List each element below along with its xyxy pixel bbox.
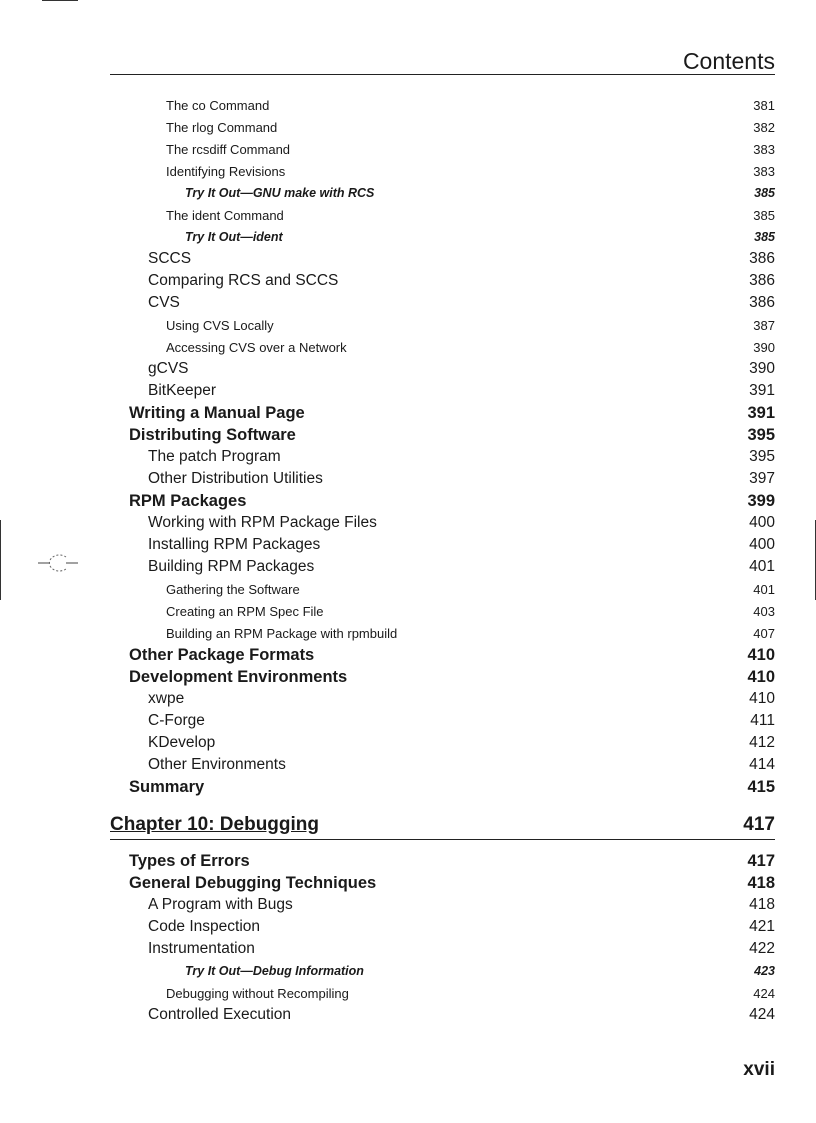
toc-entry[interactable] <box>110 424 775 446</box>
toc-entry-label: Debugging without Recompiling <box>166 985 349 1001</box>
toc-entry[interactable] <box>110 644 775 666</box>
toc-entry-page: 415 <box>747 777 775 796</box>
toc-entry[interactable] <box>110 982 775 1004</box>
toc-entry-label: Working with RPM Package Files <box>148 514 377 531</box>
toc-entry[interactable] <box>110 850 775 872</box>
toc-entry-page: 423 <box>754 964 775 978</box>
toc-entry-page: 386 <box>749 294 775 311</box>
crop-mark-top <box>42 0 78 1</box>
toc-entry[interactable] <box>110 732 775 754</box>
toc-entry[interactable] <box>110 938 775 960</box>
toc-entry[interactable] <box>110 556 775 578</box>
toc-entry-label: Try It Out—ident <box>185 230 283 244</box>
toc-entry-page: 387 <box>753 317 775 333</box>
toc-entry[interactable] <box>110 490 775 512</box>
toc-entry[interactable] <box>110 512 775 534</box>
toc-entry-label: Gathering the Software <box>166 581 300 597</box>
toc-entry[interactable] <box>110 578 775 600</box>
toc-entry[interactable] <box>110 872 775 894</box>
toc-entry-label: The rcsdiff Command <box>166 141 291 157</box>
toc-entry-page: 417 <box>743 814 775 835</box>
toc-entry-label: RPM Packages <box>129 491 247 510</box>
toc-entry-label: Distributing Software <box>129 425 296 444</box>
toc-entry[interactable] <box>110 534 775 556</box>
toc-entry-page: 382 <box>753 119 775 135</box>
toc-entry[interactable] <box>110 1004 775 1026</box>
toc-entry-label: Comparing RCS and SCCS <box>148 272 339 289</box>
toc-entry-page: 418 <box>747 873 775 892</box>
toc-entry-page: 386 <box>749 250 775 267</box>
toc-entry-label: Development Environments <box>129 667 348 686</box>
toc-entry-page: 401 <box>753 581 775 597</box>
toc-entry-label: Try It Out—GNU make with RCS <box>185 186 375 200</box>
toc-entry-label: Identifying Revisions <box>166 163 286 179</box>
toc-entry-label: Accessing CVS over a Network <box>166 339 347 355</box>
toc-entry-page: 424 <box>749 1006 775 1023</box>
toc-entry-page: 400 <box>749 514 775 531</box>
toc-entry-label: A Program with Bugs <box>148 896 293 913</box>
toc-entry-page: 424 <box>753 985 775 1001</box>
toc-entry-page: 390 <box>753 339 775 355</box>
toc-entry-label: SCCS <box>148 250 192 267</box>
toc-entry-page: 390 <box>749 360 775 377</box>
toc-entry[interactable] <box>110 226 775 248</box>
toc-entry-label: Other Environments <box>148 756 286 773</box>
toc-entry-label: Using CVS Locally <box>166 317 274 333</box>
toc-entry-page: 421 <box>749 918 775 935</box>
toc-entry-page: 383 <box>753 141 775 157</box>
toc-entry[interactable] <box>110 204 775 226</box>
toc-entry-label: KDevelop <box>148 734 216 751</box>
toc-entry-label: Summary <box>129 777 205 796</box>
toc-entry-label: C-Forge <box>148 712 205 729</box>
toc-entry[interactable] <box>110 160 775 182</box>
crop-mark-left <box>0 520 1 600</box>
toc-entry-label: gCVS <box>148 360 189 377</box>
toc-entry-page: 422 <box>749 940 775 957</box>
toc-entry[interactable] <box>110 248 775 270</box>
toc-entry[interactable] <box>110 94 775 116</box>
chapter-heading[interactable] <box>110 810 775 840</box>
toc-entry-page: 418 <box>749 896 775 913</box>
toc-entry-page: 414 <box>749 756 775 773</box>
toc-entry-label: Writing a Manual Page <box>129 403 305 422</box>
toc-entry[interactable] <box>110 182 775 204</box>
page-number: xvii <box>743 1059 775 1080</box>
toc-entry-page: 385 <box>754 230 775 244</box>
toc-entry-label: xwpe <box>148 690 185 707</box>
toc-entry[interactable] <box>110 776 775 798</box>
toc-entry-label: Try It Out—Debug Information <box>185 964 364 978</box>
toc-entry-label: The rlog Command <box>166 119 278 135</box>
toc-entry-page: 401 <box>749 558 775 575</box>
toc-entry-page: 411 <box>750 712 775 729</box>
toc-entry-label: Code Inspection <box>148 918 261 935</box>
toc-entry[interactable] <box>110 688 775 710</box>
toc-entry[interactable] <box>110 336 775 358</box>
table-of-contents <box>110 94 775 1026</box>
toc-entry-page: 417 <box>747 851 775 870</box>
toc-entry-page: 410 <box>747 645 775 664</box>
toc-entry[interactable] <box>110 960 775 982</box>
toc-entry[interactable] <box>110 916 775 938</box>
toc-entry-label: Types of Errors <box>129 851 250 870</box>
page-header <box>110 44 775 75</box>
toc-entry-label: General Debugging Techniques <box>129 873 377 892</box>
toc-entry-page: 403 <box>753 603 775 619</box>
toc-entry-page: 395 <box>747 425 775 444</box>
toc-entry-label: Building RPM Packages <box>148 558 315 575</box>
toc-entry[interactable] <box>110 138 775 160</box>
toc-entry-label: Other Package Formats <box>129 645 315 664</box>
toc-entry-label: Controlled Execution <box>148 1006 292 1023</box>
toc-entry[interactable] <box>110 380 775 402</box>
toc-entry-page: 391 <box>747 403 775 422</box>
toc-entry[interactable] <box>110 666 775 688</box>
toc-entry-page: 385 <box>753 207 775 223</box>
toc-entry[interactable] <box>110 600 775 622</box>
toc-entry-label: The co Command <box>166 97 270 113</box>
toc-entry-page: 385 <box>754 186 775 200</box>
toc-entry-page: 399 <box>747 491 775 510</box>
toc-entry[interactable] <box>110 358 775 380</box>
toc-entry-label: Building an RPM Package with rpmbuild <box>166 625 398 641</box>
toc-entry[interactable] <box>110 402 775 424</box>
toc-entry[interactable] <box>110 292 775 314</box>
toc-entry[interactable] <box>110 622 775 644</box>
toc-entry-page: 391 <box>749 382 775 399</box>
toc-entry[interactable] <box>110 446 775 468</box>
toc-entry-label: Other Distribution Utilities <box>148 470 323 487</box>
toc-entry-label: Chapter 10: Debugging <box>110 814 320 835</box>
toc-entry-page: 400 <box>749 536 775 553</box>
toc-entry[interactable] <box>110 314 775 336</box>
toc-entry-label: The patch Program <box>148 448 281 465</box>
toc-entry-page: 395 <box>749 448 775 465</box>
toc-entry-label: Installing RPM Packages <box>148 536 321 553</box>
toc-entry-page: 412 <box>749 734 775 751</box>
page-title: Contents <box>682 48 775 74</box>
toc-entry-page: 410 <box>747 667 775 686</box>
toc-entry-page: 383 <box>753 163 775 179</box>
toc-entry[interactable] <box>110 270 775 292</box>
toc-entry-label: BitKeeper <box>148 382 217 399</box>
toc-entry-page: 407 <box>753 625 775 641</box>
toc-entry-label: CVS <box>148 294 180 311</box>
toc-entry[interactable] <box>110 116 775 138</box>
registration-mark-icon <box>38 553 78 573</box>
toc-entry[interactable] <box>110 894 775 916</box>
toc-entry-label: The ident Command <box>166 207 284 223</box>
toc-entry-page: 410 <box>749 690 775 707</box>
toc-entry-page: 386 <box>749 272 775 289</box>
toc-entry-page: 397 <box>749 470 775 487</box>
toc-entry[interactable] <box>110 468 775 490</box>
toc-entry[interactable] <box>110 710 775 732</box>
toc-entry-label: Instrumentation <box>148 940 255 957</box>
toc-entry[interactable] <box>110 754 775 776</box>
toc-entry-page: 381 <box>753 97 775 113</box>
toc-entry-label: Creating an RPM Spec File <box>166 603 324 619</box>
